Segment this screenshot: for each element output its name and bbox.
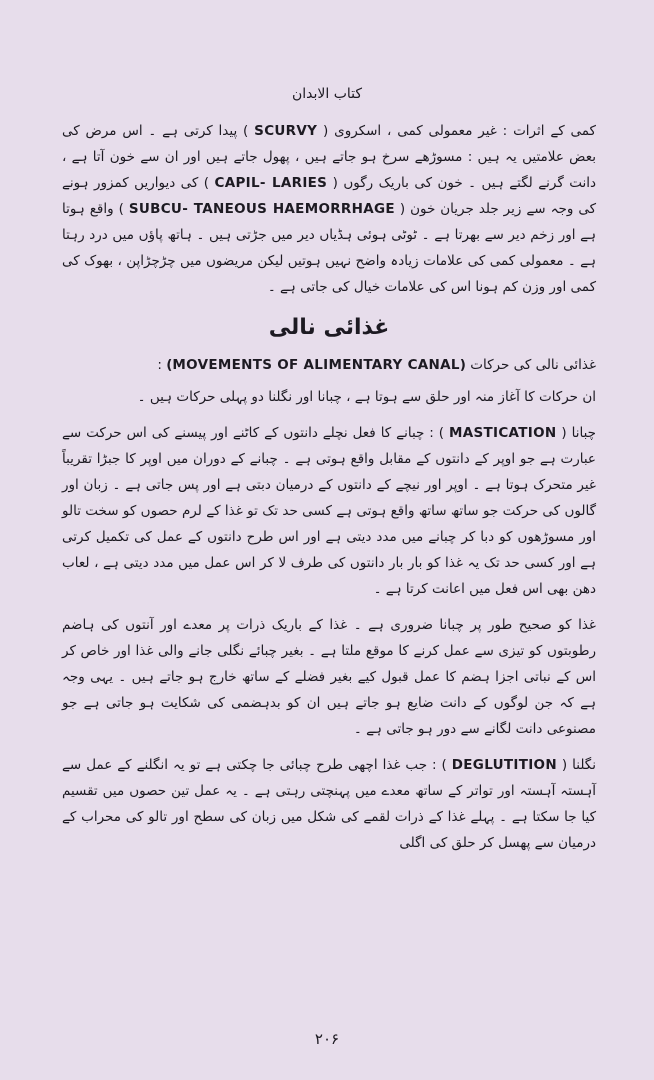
term-mastication: MASTICATION (449, 425, 557, 441)
scurvy-lead: کمی کے اثرات : غیر معمولی کمی ، اسکروی ( (317, 123, 596, 139)
term-capillaries: CAPIL- LARIES (214, 175, 328, 191)
scurvy-text-1: ) پیدا کرتی ہے ۔ اس مرض کی بعض علامتیں یہ ہیں : مسوڑھے سرخ ہو جاتے ہیں ، پھول جاتے ہیں اور ان سے خون آتا ہے ، دانت گرنے لگتے ہیں ۔ خون کی باریک رگوں ( (62, 123, 596, 191)
deglutition-paragraph (62, 752, 596, 856)
page-body (62, 118, 596, 866)
movements-heading-english: (MOVEMENTS OF ALIMENTARY CANAL) (166, 357, 466, 373)
term-scurvy: SCURVY (254, 123, 318, 139)
mastication-lead: چبانا ( (556, 425, 596, 441)
mastication-text: ) : چبانے کا فعل نچلے دانتوں کے کاٹنے اور پیسنے کی اس حرکت سے عبارت ہے جو اوپر کے دانتوں کے مقابل واقع ہوتی ہے ۔ چبانے کے دوران میں اوپر کا جبڑا تقریباً غیر متحرک ہوتا ہے ۔ اوپر اور نیچے کے دانتوں کے درمیان دبتی ہے اور پس جاتی ہے ۔ زبان اور گالوں کی حرکت جو ساتھ ساتھ واقع ہوتی ہے کسی حد تک تو غذا کے لرم حصوں کو سخت تالو اور مسوڑھوں کو دبا کر چبانے میں مدد دیتی ہے اور اس طرح دانتوں کے عمل کی تکمیل کرتی ہے اور کسی حد تک یہ غذا کو بار بار دانتوں کی طرف لا کر اس عمل میں مدد دیتی ہے ، لعاب دھن بھی اس فعل میں اعانت کرتا ہے ۔ (62, 425, 596, 597)
movements-heading (62, 352, 596, 378)
chewing-importance-paragraph: غذا کو صحیح طور پر چبانا ضروری ہے ۔ غذا کے باریک ذرات پر معدے اور آنتوں کی ہاضم رطوبتوں کو تیزی سے عمل کرنے کا موقع ملتا ہے ۔ بغیر چبائے نگلی جانے والی غذا اور خاص کر اس کے نباتی اجزا ہضم کا عمل قبول کیے بغیر فضلے کے ساتھ خارج ہو جاتے ہیں ۔ یہی وجہ ہے کہ جن لوگوں کے دانت ضایع ہو جاتے ہیں ان کو بدہضمی کی شکایت ہو جاتی ہے جو مصنوعی دانت لگانے سے دور ہو جاتی ہے ۔ (62, 617, 596, 737)
running-header: کتاب الابدان (291, 86, 363, 102)
deglutition-text: ) : جب غذا اچھی طرح چبائی جا چکتی ہے تو یہ انگلنے کے عمل سے آہستہ آہستہ اور تواتر کے ساتھ معدے میں پہنچتی رہتی ہے ۔ یہ عمل تین حصوں میں تقسیم کیا جا سکتا ہے ۔ پہلے غذا کے ذرات لقمے کی شکل میں زبان کی سطح اور تالو کی محراب کے درمیان سے پھسل کر حلق کی اگلی (62, 757, 596, 851)
scurvy-text-2: ) کی دیواریں کمزور ہونے کی وجہ سے زیر جلد جریان خون ( (62, 175, 596, 217)
scurvy-text-3: ) واقع ہوتا ہے اور زخم دیر سے بھرتا ہے ۔ ٹوٹی ہوئی ہڈیاں دیر میں جڑتی ہیں ۔ ہاتھ پاؤں میں درد رہتا ہے ۔ معمولی کمی کی علامات زیادہ واضح نہیں ہوتیں لیکن مریضوں میں چڑچڑاپن ، بھوک کی کمی اور وزن کم ہونا اس کی علامات خیال کی جاتی ہے ۔ (62, 201, 596, 295)
term-subcutaneous-haemorrhage: SUBCU- TANEOUS HAEMORRHAGE (128, 201, 395, 217)
movements-heading-urdu: غذائی نالی کی حرکات (465, 357, 596, 373)
movements-paragraph: ان حرکات کا آغاز منہ اور حلق سے ہوتا ہے ، چبانا اور نگلنا دو پہلی حرکات ہیں ۔ (137, 389, 596, 405)
page-number: ۲۰۶ (314, 1030, 340, 1048)
section-title: غذائی نالی (268, 315, 390, 340)
mastication-paragraph (62, 420, 596, 602)
scurvy-paragraph (62, 118, 596, 300)
term-deglutition: DEGLUTITION (451, 757, 557, 773)
deglutition-lead: نگلنا ( (556, 757, 597, 773)
movements-heading-colon: : (157, 357, 167, 373)
